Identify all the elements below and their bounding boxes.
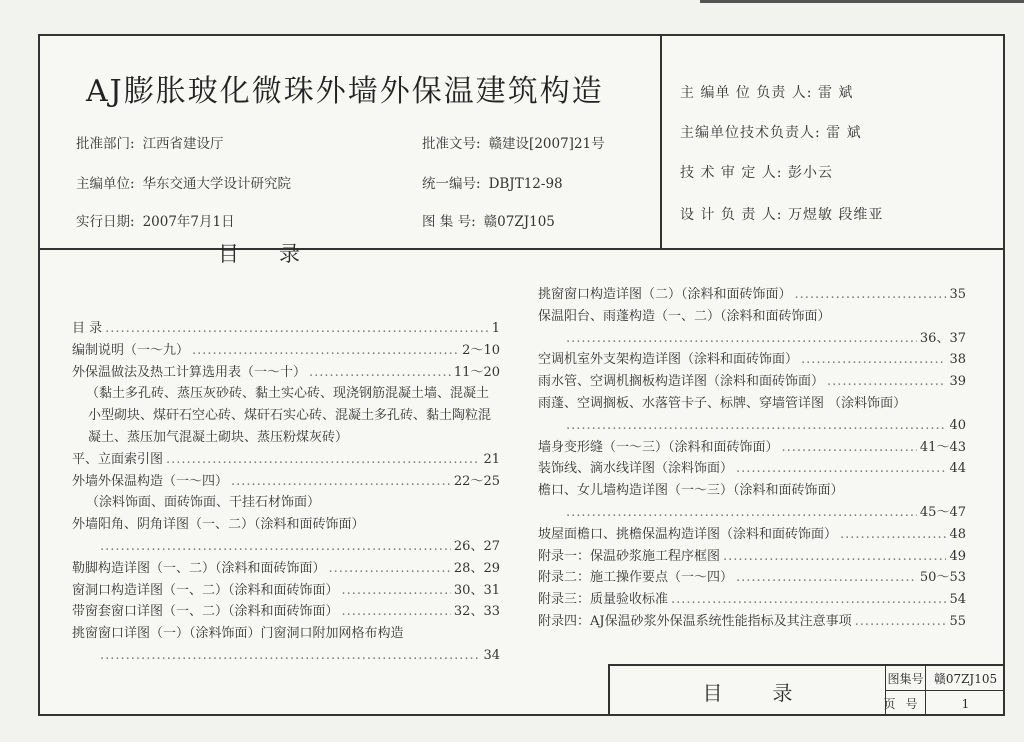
leader-dots (840, 524, 946, 546)
toc-entry-title: 窗洞口构造详图（一、二）（涂料和面砖饰面） (72, 582, 339, 598)
toc-entry (538, 567, 966, 589)
toc-entry (72, 471, 500, 493)
toc-entry-page: 30、31 (453, 582, 500, 598)
toc-left-column (72, 318, 500, 667)
toc-entry (72, 362, 500, 384)
atlas-no (422, 210, 555, 230)
leader-dots (309, 362, 451, 384)
staff-tech-reviewer (680, 162, 833, 182)
toc-entry-title: 保温阳台、雨蓬构造（一、二）（涂料和面砖饰面） (538, 308, 831, 324)
toc-entry-page: 39 (949, 374, 966, 390)
page-number-value: 1 (961, 696, 970, 711)
toc-entry-page: 40 (949, 417, 966, 433)
toc-entry-title: 附录一：保温砂浆施工程序框图 (538, 548, 721, 564)
toc-entry (72, 601, 500, 623)
top-edge-line (700, 0, 1024, 3)
toc-entry-title: 雨蓬、空调搁板、水落管卡子、标牌、穿墙管详图 （涂料饰面） (538, 395, 907, 411)
approval-dept (76, 132, 224, 152)
approval-doc-value: 赣建设[2007]21号 (488, 136, 605, 152)
staff-name: 万煜敏 段维亚 (787, 207, 884, 223)
leader-dots (166, 449, 480, 471)
staff-chief-responsible (680, 82, 853, 102)
effective-date-value: 2007年7月1日 (142, 214, 235, 230)
staff-name: 雷 斌 (826, 125, 862, 141)
toc-entry (538, 524, 966, 546)
toc-entry-title: 雨水管、空调机搁板构造详图（涂料和面砖饰面） (538, 374, 825, 390)
toc-entry-page: 21 (483, 451, 500, 467)
toc-entry-title: 目 录 (72, 321, 103, 336)
toc-entry-title: 墙身变形缝（一～三）（涂料和面砖饰面） (538, 439, 779, 455)
leader-dots (855, 611, 947, 633)
leader-dots (782, 437, 917, 459)
toc-entry-title: 挑窗窗口详图（一）（涂料饰面）门窗洞口附加网格布构造 (72, 626, 404, 642)
toc-entry (72, 645, 500, 667)
toc-entry-title: 编制说明（一～九） (72, 342, 190, 358)
leader-dots (100, 645, 480, 667)
leader-dots (566, 328, 917, 350)
approval-dept-label: 批准部门: (76, 136, 135, 152)
toc-entry-page: 41～43 (919, 439, 966, 455)
header-divider (660, 36, 662, 248)
toc-entry (538, 328, 966, 350)
toc-note: （黏土多孔砖、蒸压灰砂砖、黏土实心砖、现浇钢筋混凝土墙、混凝土小型砌块、煤矸石空心砖、煤矸石实心砖、混凝土多孔砖、黏土陶粒混凝土、蒸压加气混凝土砌块、蒸压粉煤灰砖） (86, 386, 492, 445)
leader-dots (342, 601, 451, 623)
toc-entry-title: 外保温做法及热工计算选用表（一～十） (72, 364, 307, 380)
unified-no (422, 172, 563, 192)
leader-dots (231, 471, 451, 493)
toc-entry (72, 449, 500, 471)
leader-dots (736, 458, 946, 480)
atlas-no-label: 图 集 号: (422, 214, 476, 230)
chief-unit-value: 华东交通大学设计研究院 (142, 176, 292, 192)
toc-entry-title: 带窗套窗口详图（一、二）（涂料和面砖饰面） (72, 604, 339, 620)
leader-dots (192, 340, 459, 362)
toc-entry-page: 1 (491, 321, 500, 336)
chief-unit-label: 主编单位: (76, 176, 135, 192)
page-number-label: 页号 (886, 691, 926, 716)
title-block-name: 目录 (610, 666, 886, 716)
toc-entry-title: 附录三：质量验收标准 (538, 592, 669, 608)
staff-name: 彭小云 (787, 165, 833, 181)
leader-dots (105, 318, 489, 340)
toc-entry (538, 371, 966, 393)
staff-label: 主 编单 位 负责 人: (680, 85, 813, 101)
toc-entry-page: 34 (483, 647, 500, 663)
toc-right-column (538, 284, 966, 633)
staff-tech-responsible (680, 122, 862, 142)
approval-dept-value: 江西省建设厅 (142, 136, 224, 152)
toc-entry (538, 415, 966, 437)
toc-entry-page: 44 (949, 461, 966, 477)
staff-label: 技 术 审 定 人: (680, 165, 783, 181)
leader-dots (723, 546, 946, 568)
toc-entry-title: 挑窗窗口构造详图（二）（涂料和面砖饰面） (538, 287, 792, 302)
toc-entry-page: 48 (949, 526, 966, 542)
toc-entry-title: 装饰线、滴水线详图（涂料饰面） (538, 461, 734, 477)
toc-entry (538, 589, 966, 611)
toc-entry-page: 2～10 (462, 342, 500, 358)
toc-entry-title: 外墙阳角、阴角详图（一、二）（涂料和面砖饰面） (72, 517, 365, 533)
toc-entry-page: 36、37 (919, 330, 966, 346)
atlas-number-label: 图集号 (886, 666, 926, 691)
toc-entry-title: 檐口、女儿墙构造详图（一～三）（涂料和面砖饰面） (538, 483, 844, 499)
toc-entry-title: 平、立面索引图 (72, 451, 164, 467)
leader-dots (827, 371, 946, 393)
document-title: AJ膨胀玻化微珠外墙外保温建筑构造 (86, 74, 604, 109)
toc-entry-page: 35 (949, 287, 966, 302)
leader-dots (100, 536, 451, 558)
toc-entry (538, 546, 966, 568)
header-block (40, 36, 1003, 250)
atlas-no-value: 赣07ZJ105 (483, 214, 555, 230)
staff-label: 主编单位技术负责人: (680, 125, 821, 141)
leader-dots (329, 558, 451, 580)
toc-entry (72, 340, 500, 362)
toc-note: （涂料饰面、面砖饰面、干挂石材饰面） (86, 495, 321, 511)
toc-entry-page: 49 (949, 548, 966, 564)
approval-doc (422, 132, 605, 152)
toc-entry-page: 22～25 (453, 473, 500, 489)
staff-name: 雷 斌 (817, 85, 854, 101)
toc-entry-title: 附录四：AJ保温砂浆外保温系统性能指标及其注意事项 (538, 613, 852, 629)
toc-entry (538, 284, 966, 306)
toc-entry-title: 附录二：施工操作要点（一～四） (538, 570, 734, 586)
toc-entry-page: 38 (949, 352, 966, 368)
toc-entry (538, 502, 966, 524)
leader-dots (342, 580, 451, 602)
toc-entry-page: 28、29 (453, 560, 500, 576)
toc-entry (72, 536, 500, 558)
title-block (608, 664, 1005, 716)
toc-entry-title: 外墙外保温构造（一～四） (72, 473, 229, 489)
staff-label: 设 计 负 责 人: (680, 207, 783, 223)
leader-dots (801, 349, 946, 371)
approval-doc-label: 批准文号: (422, 136, 481, 152)
staff-design-responsible (680, 204, 883, 224)
toc-entry-page: 11～20 (453, 364, 500, 380)
toc-entry (538, 349, 966, 371)
toc-entry (72, 580, 500, 602)
toc-entry-page: 45～47 (919, 504, 966, 520)
toc-entry (72, 558, 500, 580)
unified-no-label: 统一编号: (422, 176, 481, 192)
toc-entry-page: 32、33 (453, 604, 500, 620)
toc-heading: 目录 (218, 242, 340, 266)
toc-entry (72, 318, 500, 340)
effective-date (76, 210, 235, 230)
leader-dots (566, 502, 917, 524)
toc-entry (538, 437, 966, 459)
toc-entry-title: 勒脚构造详图（一、二）（涂料和面砖饰面） (72, 560, 326, 576)
toc-entry (538, 611, 966, 633)
leader-dots (671, 589, 946, 611)
toc-entry-page: 50～53 (919, 570, 966, 586)
toc-entry-page: 55 (949, 613, 966, 629)
toc-entry-title: 空调机室外支架构造详图（涂料和面砖饰面） (538, 352, 799, 368)
toc-entry-page: 54 (949, 592, 966, 608)
leader-dots (736, 567, 917, 589)
toc-entry-title: 坡屋面檐口、挑檐保温构造详图（涂料和面砖饰面） (538, 526, 838, 542)
effective-date-label: 实行日期: (76, 214, 135, 230)
toc-entry-page: 26、27 (453, 538, 500, 554)
leader-dots (795, 284, 947, 306)
leader-dots (566, 415, 946, 437)
chief-unit (76, 172, 291, 192)
atlas-number-value: 赣07ZJ105 (926, 666, 1005, 691)
toc-entry (538, 458, 966, 480)
unified-no-value: DBJT12-98 (488, 176, 563, 192)
